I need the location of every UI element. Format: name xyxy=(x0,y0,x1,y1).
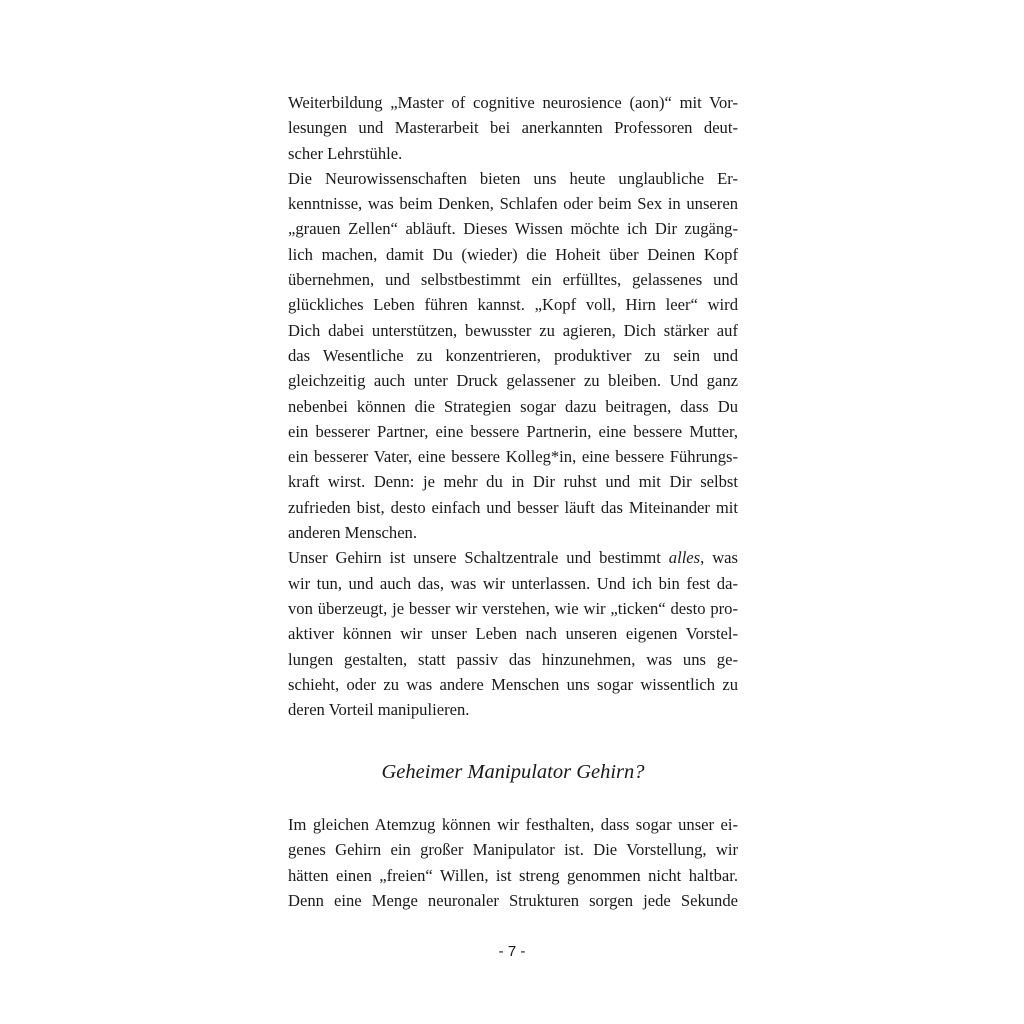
text-line: aktiver können wir unser Leben nach unseren eigenen Vorstel- xyxy=(288,624,738,644)
text-line: nebenbei können die Strategien sogar dazu beitragen, dass Du xyxy=(288,396,738,416)
text-line: Im gleichen Atemzug können wir festhalten, dass sogar unser ei- xyxy=(288,815,738,834)
text-line: scher Lehrstühle. xyxy=(288,143,403,163)
text-segment: , was xyxy=(700,548,738,568)
text-line: lesungen und Masterarbeit bei anerkannten Professoren deut- xyxy=(288,118,738,138)
text-line: lich machen, damit Du (wieder) die Hoheit über Deinen Kopf xyxy=(288,244,738,264)
text-line: anderen Menschen. xyxy=(288,523,418,543)
page-number: - 7 - xyxy=(498,943,526,960)
text-line: deren Vorteil manipulieren. xyxy=(288,700,470,720)
text-line: wir tun, und auch das, was wir unterlassen. Und ich bin fest da- xyxy=(288,573,738,593)
text-segment: Unser Gehirn ist unsere Schaltzentrale und bestimmt xyxy=(288,548,669,568)
text-line: Weiterbildung „Master of cognitive neurosience (aon)“ mit Vor- xyxy=(288,93,738,112)
emphasis-text: alles xyxy=(668,548,701,568)
text-line: ein besserer Partner, eine bessere Partnerin, eine bessere Mutter, xyxy=(288,421,738,441)
text-line: gleichzeitig auch unter Druck gelassener zu bleiben. Und ganz xyxy=(288,371,738,391)
text-line: kraft wirst. Denn: je mehr du in Dir ruhst und mit Dir selbst xyxy=(288,472,738,492)
body-text-lower xyxy=(288,812,738,913)
text-line: Denn eine Menge neuronaler Strukturen sorgen jede Sekunde xyxy=(288,890,738,910)
text-line: ein besserer Vater, eine bessere Kolleg*in, eine bessere Führungs- xyxy=(288,447,738,467)
text-line xyxy=(288,545,738,570)
section-heading: Geheimer Manipulator Gehirn? xyxy=(381,761,645,783)
text-line: „grauen Zellen“ abläuft. Dieses Wissen möchte ich Dir zugäng- xyxy=(288,219,738,239)
body-text-upper xyxy=(288,90,738,722)
text-line: genes Gehirn ein großer Manipulator ist. Die Vorstellung, wir xyxy=(288,840,738,860)
text-line: kenntnisse, was beim Denken, Schlafen oder beim Sex in unseren xyxy=(288,194,738,214)
text-line: hätten einen „freien“ Willen, ist streng genommen nicht haltbar. xyxy=(288,865,738,885)
text-line: Dich dabei unterstützen, bewusster zu agieren, Dich stärker auf xyxy=(288,320,738,340)
text-line: lungen gestalten, statt passiv das hinzunehmen, was uns ge- xyxy=(288,649,738,669)
text-line: glückliches Leben führen kannst. „Kopf voll, Hirn leer“ wird xyxy=(288,295,738,315)
text-line: zufrieden bist, desto einfach und besser läuft das Miteinander mit xyxy=(288,497,738,517)
text-line: schieht, oder zu was andere Menschen uns sogar wissentlich zu xyxy=(288,674,738,694)
text-line: das Wesentliche zu konzentrieren, produktiver zu sein und xyxy=(288,345,738,365)
text-line: übernehmen, und selbstbestimmt ein erfülltes, gelassenes und xyxy=(288,270,738,290)
text-line: Die Neurowissenschaften bieten uns heute unglaubliche Er- xyxy=(288,168,738,188)
text-line: von überzeugt, je besser wir verstehen, wie wir „ticken“ desto pro- xyxy=(288,598,738,618)
